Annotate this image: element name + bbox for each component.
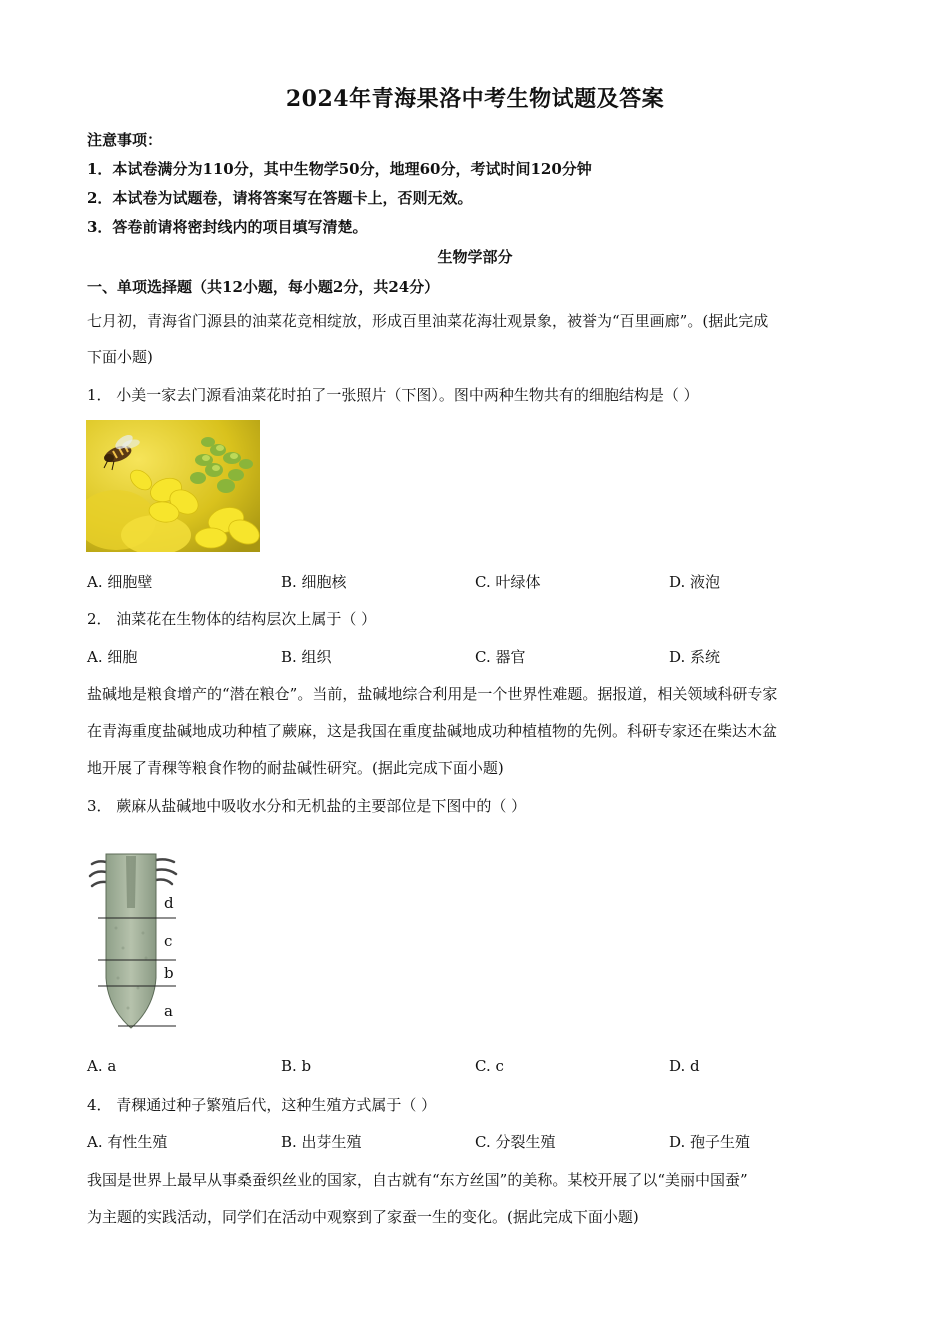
passage3-line-1: 我国是世界上最早从事桑蚕织丝业的国家，自古就有“东方丝国”的美称。某校开展了以“美丽中国蚕” — [87, 1171, 748, 1189]
passage2-line-1: 盐碱地是粮食增产的“潜在粮仓”。当前，盐碱地综合利用是一个世界性难题。据报道，相关领域科研专家 — [87, 685, 778, 703]
notice-item-3: 3．答卷前请将密封线内的项目填写清楚。 — [87, 218, 368, 236]
label-d: d — [164, 894, 174, 912]
q4-stem: 4． 青稞通过种子繁殖后代，这种生殖方式属于（ ） — [87, 1096, 437, 1114]
q3-stem: 3． 蕨麻从盐碱地中吸收水分和无机盐的主要部位是下图中的（ ） — [87, 797, 527, 815]
label-c: c — [164, 932, 173, 950]
root-tip-diagram — [88, 848, 188, 1033]
rapeseed-bee-illustration — [86, 420, 260, 552]
part-heading: 一、单项选择题（共12小题，每小题2分，共24分） — [87, 278, 440, 296]
passage2-line-3: 地开展了青稞等粮食作物的耐盐碱性研究。(据此完成下面小题) — [87, 759, 504, 777]
label-b: b — [164, 964, 174, 982]
passage1-line-1: 七月初，青海省门源县的油菜花竞相绽放，形成百里油菜花海壮观景象，被誉为“百里画廊”。(据此完成 — [87, 312, 769, 330]
q4-option-b[interactable]: B. 出芽生殖 — [281, 1133, 362, 1151]
page-title: 2024年青海果洛中考生物试题及答案 — [285, 86, 665, 112]
notice-item-1: 1．本试卷满分为110分，其中生物学50分，地理60分，考试时间120分钟 — [87, 160, 592, 178]
q2-option-d[interactable]: D. 系统 — [669, 648, 721, 666]
root-tip-illustration — [88, 848, 188, 1033]
q1-option-a[interactable]: A. 细胞壁 — [87, 573, 153, 591]
q1-option-c[interactable]: C. 叶绿体 — [475, 573, 541, 591]
q1-option-b[interactable]: B. 细胞核 — [281, 573, 347, 591]
q4-option-d[interactable]: D. 孢子生殖 — [669, 1133, 751, 1151]
q4-option-c[interactable]: C. 分裂生殖 — [475, 1133, 556, 1151]
q3-option-d[interactable]: D. d — [669, 1057, 700, 1075]
rapeseed-bee-photo — [86, 420, 260, 552]
q2-option-b[interactable]: B. 组织 — [281, 648, 332, 666]
section-title: 生物学部分 — [437, 248, 513, 266]
q2-stem: 2． 油菜花在生物体的结构层次上属于（ ） — [87, 610, 377, 628]
q4-option-a[interactable]: A. 有性生殖 — [87, 1133, 168, 1151]
q1-stem: 1． 小美一家去门源看油菜花时拍了一张照片（下图）。图中两种生物共有的细胞结构是（ ） — [87, 386, 699, 404]
notice-item-2: 2．本试卷为试题卷，请将答案写在答题卡上，否则无效。 — [87, 189, 473, 207]
q2-option-a[interactable]: A. 细胞 — [87, 648, 138, 666]
passage2-line-2: 在青海重度盐碱地成功种植了蕨麻，这是我国在重度盐碱地成功种植植物的先例。科研专家还在柴达木盆 — [87, 722, 778, 740]
q3-option-a[interactable]: A. a — [87, 1057, 117, 1075]
passage1-line-2: 下面小题) — [87, 348, 153, 366]
q3-option-c[interactable]: C. c — [475, 1057, 504, 1075]
passage3-line-2: 为主题的实践活动，同学们在活动中观察到了家蚕一生的变化。(据此完成下面小题) — [87, 1208, 639, 1226]
q1-option-d[interactable]: D. 液泡 — [669, 573, 721, 591]
notice-heading: 注意事项： — [87, 131, 163, 149]
q2-option-c[interactable]: C. 器官 — [475, 648, 526, 666]
label-a: a — [164, 1002, 173, 1020]
q3-option-b[interactable]: B. b — [281, 1057, 312, 1075]
